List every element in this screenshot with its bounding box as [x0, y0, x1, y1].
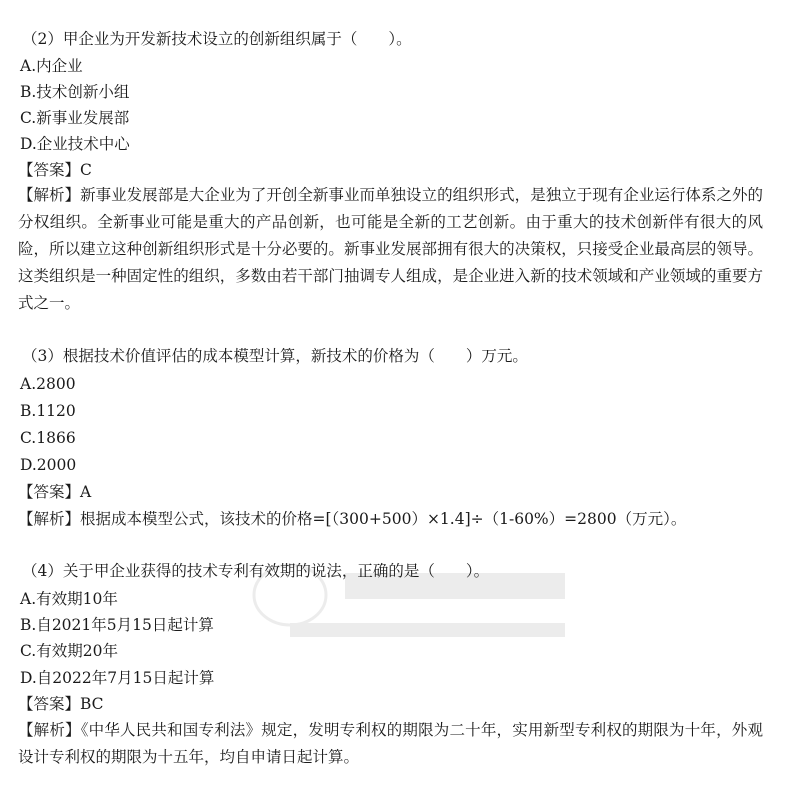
question-2-option-d: D.企业技术中心	[20, 135, 130, 153]
question-4-explanation: 【解析】《中华人民共和国专利法》规定，发明专利权的期限为二十年，实用新型专利权的期限为十年，外观设计专利权的期限为十五年，均自申请日起计算。	[18, 721, 763, 766]
question-4-option-d: D.自2022年7月15日起计算	[20, 669, 215, 687]
question-3-option-c: C.1866	[20, 429, 76, 447]
question-2-explanation: 【解析】新事业发展部是大企业为了开创全新事业而单独设立的组织形式，是独立于现有企业运行体系之外的分权组织。全新事业可能是重大的产品创新，也可能是全新的工艺创新。由于重大的技术创新伴有很大的风险，所以建立这种创新组织形式是十分必要的。新事业发展部拥有很大的决策权，只接受企业最高层的领导。这类组织是一种固定性的组织，多数由若干部门抽调专人组成，是企业进入新的技术领域和产业领域的重要方式之一。	[18, 186, 763, 312]
question-3-option-a: A.2800	[20, 375, 76, 393]
question-3-explanation: 【解析】根据成本模型公式，该技术的价格=[（300+500）×1.4]÷（1-60%）=2800（万元）。	[18, 510, 687, 528]
question-3-option-b: B.1120	[20, 402, 76, 420]
question-2-option-c: C.新事业发展部	[20, 109, 130, 127]
question-2-text: （2）甲企业为开发新技术设立的创新组织属于（ ）。	[22, 30, 412, 48]
question-2-option-b: B.技术创新小组	[20, 83, 130, 101]
question-4-answer: 【答案】BC	[18, 695, 104, 713]
question-4-text: （4）关于甲企业获得的技术专利有效期的说法，正确的是（ ）。	[22, 562, 490, 580]
question-3-answer: 【答案】A	[18, 483, 92, 501]
question-3-text: （3）根据技术价值评估的成本模型计算，新技术的价格为（ ）万元。	[22, 347, 528, 365]
question-2-answer: 【答案】C	[18, 161, 92, 179]
question-3-option-d: D.2000	[20, 456, 77, 474]
question-2-option-a: A.内企业	[20, 57, 83, 75]
question-4-option-b: B.自2021年5月15日起计算	[20, 616, 214, 634]
question-4-option-a: A.有效期10年	[20, 590, 118, 608]
question-4-option-c: C.有效期20年	[20, 642, 118, 660]
